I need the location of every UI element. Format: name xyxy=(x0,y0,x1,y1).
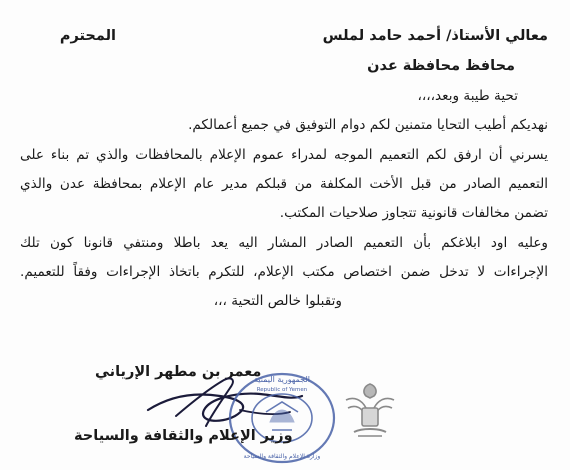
addressee-name: معالي الأستاذ/ أحمد حامد لملس xyxy=(322,28,548,44)
addressee-title: محافظ محافظة عدن xyxy=(367,58,515,74)
official-stamp xyxy=(226,366,338,466)
body-line-6: الإجراءات لا تدخل ضمن اختصاص مكتب الإعلام، للتكرم باتخاذ الإجراءات وفقاً للتعميم. xyxy=(20,264,548,280)
addressee-honorific: المحترم xyxy=(59,28,116,44)
body-line-2: يسرني أن ارفق لكم التعميم الموجه لمدراء عموم الإعلام بالمحافظات والذي تم بناء على xyxy=(20,147,548,163)
closing: وتقبلوا خالص التحية ،،، xyxy=(213,293,342,309)
body-line-1: نهديكم أطيب التحايا متمنين لكم دوام التوفيق في جميع أعمالكم. xyxy=(188,117,548,133)
body-line-4: تضمن مخالفات قانونية تتجاوز صلاحيات المكتب. xyxy=(279,205,548,221)
stamp-bottom-text: وزارة الإعلام والثقافة والسياحة xyxy=(243,453,321,460)
greeting: تحية طيبة وبعد،،،، xyxy=(417,88,518,104)
stamp-sub-text: Republic of Yemen xyxy=(256,387,308,393)
body-line-5: وعليه اود ابلاغكم بأن التعميم الصادر المشار اليه يعد باطلا ومنتفي قانونا كون تلك xyxy=(20,235,548,251)
body-line-3: التعميم الصادر من قبل الأخت المكلفة من قبلكم مدير عام الإعلام بمحافظة عدن والذي xyxy=(20,176,548,192)
signatory-title: وزير الإعلام والثقافة والسياحة xyxy=(74,428,293,444)
stamp-top-text: الجمهورية اليمنية xyxy=(253,375,311,384)
yemen-emblem-icon xyxy=(340,378,400,442)
signatory-name: معمر بن مطهر الإرياني xyxy=(95,364,262,380)
